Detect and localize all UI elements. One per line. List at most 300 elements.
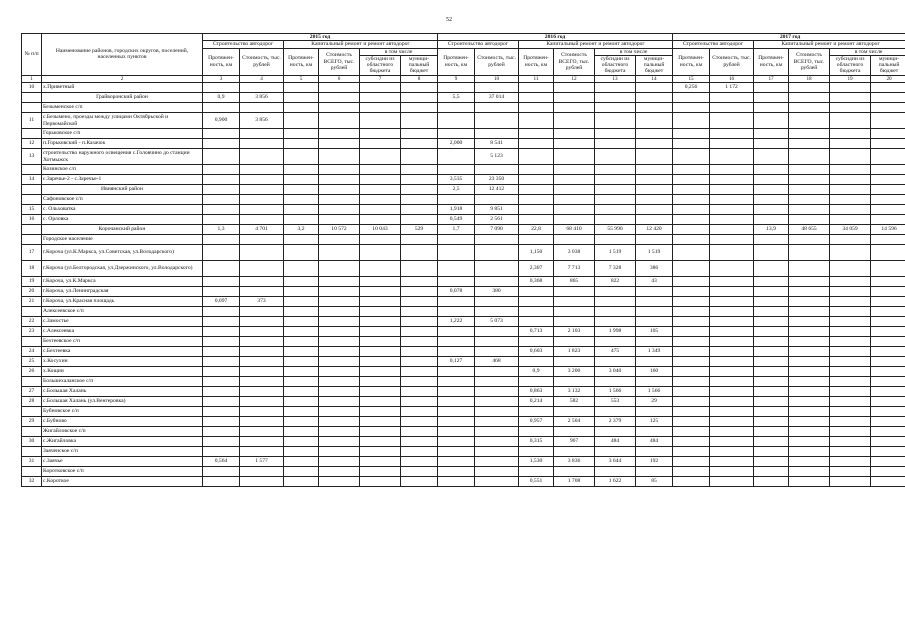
value-cell [203, 357, 240, 367]
value-cell [284, 113, 319, 129]
value-cell [475, 417, 519, 427]
value-cell [830, 149, 871, 165]
value-cell [438, 245, 475, 261]
value-cell [789, 407, 830, 417]
value-cell [360, 337, 401, 347]
settlement-row [22, 337, 905, 347]
value-cell: 68 410 [554, 225, 595, 235]
value-cell [673, 397, 710, 407]
value-cell [595, 185, 636, 195]
cost-header: Стоимость, тыс. рублей [240, 48, 284, 75]
value-cell [830, 185, 871, 195]
value-cell [673, 149, 710, 165]
value-cell [754, 437, 789, 447]
year-2017-header: 2017 год [673, 34, 905, 41]
value-cell [871, 447, 905, 457]
value-cell [401, 93, 438, 103]
value-cell [595, 447, 636, 457]
value-cell [284, 93, 319, 103]
value-cell [360, 235, 401, 245]
value-cell [319, 347, 360, 357]
item-name: п.Горьковский - п.Казачок [42, 139, 203, 149]
settlement-row [22, 195, 905, 205]
table-row [22, 397, 905, 407]
repair-header: Капитальный ремонт и ремонт автодорог [519, 41, 673, 48]
value-cell [360, 377, 401, 387]
value-cell [401, 347, 438, 357]
row-number: 27 [22, 387, 42, 397]
value-cell: 2,000 [438, 139, 475, 149]
value-cell [401, 307, 438, 317]
value-cell [636, 307, 673, 317]
value-cell [203, 235, 240, 245]
value-cell: 1 622 [595, 477, 636, 487]
value-cell [240, 277, 284, 287]
value-cell [360, 327, 401, 337]
column-index-cell: 1 [22, 75, 42, 82]
value-cell [830, 261, 871, 277]
value-cell [438, 195, 475, 205]
value-cell [673, 195, 710, 205]
value-cell [710, 93, 754, 103]
value-cell [203, 307, 240, 317]
value-cell: 12 412 [475, 185, 519, 195]
value-cell [360, 407, 401, 417]
value-cell [554, 337, 595, 347]
value-cell [360, 245, 401, 261]
value-cell: 3 200 [554, 367, 595, 377]
value-cell [595, 205, 636, 215]
value-cell: 1,918 [438, 205, 475, 215]
value-cell [438, 467, 475, 477]
row-number: 24 [22, 347, 42, 357]
table-row [22, 245, 905, 261]
value-cell [475, 83, 519, 93]
value-cell [519, 357, 554, 367]
value-cell [673, 297, 710, 307]
value-cell [438, 307, 475, 317]
value-cell: 3 856 [240, 93, 284, 103]
column-index-cell: 5 [284, 75, 319, 82]
value-cell [401, 467, 438, 477]
row-number [22, 407, 42, 417]
value-cell [830, 477, 871, 487]
value-cell [360, 261, 401, 277]
value-cell [754, 287, 789, 297]
settlement-name: Большехаланское с/п [42, 377, 203, 387]
district-name: Ивнянский район [42, 185, 203, 195]
row-number: 10 [22, 83, 42, 93]
len-header: Протяжен-ность, км [673, 48, 710, 75]
value-cell [754, 467, 789, 477]
value-cell [871, 477, 905, 487]
value-cell [871, 185, 905, 195]
value-cell [789, 327, 830, 337]
value-cell: 7 090 [475, 225, 519, 235]
value-cell: 865 [554, 277, 595, 287]
row-number [22, 195, 42, 205]
value-cell [673, 457, 710, 467]
value-cell [203, 149, 240, 165]
value-cell [519, 113, 554, 129]
value-cell [319, 93, 360, 103]
value-cell [475, 377, 519, 387]
row-number: 26 [22, 367, 42, 377]
value-cell [871, 427, 905, 437]
total-header: Стоимость ВСЕГО, тыс. рублей [554, 48, 595, 75]
value-cell [360, 103, 401, 113]
value-cell [475, 457, 519, 467]
value-cell [673, 327, 710, 337]
value-cell [754, 277, 789, 287]
value-cell: 1 823 [554, 347, 595, 357]
value-cell [319, 195, 360, 205]
value-cell [710, 417, 754, 427]
value-cell [636, 195, 673, 205]
settlement-row [22, 377, 905, 387]
value-cell [830, 93, 871, 103]
value-cell [710, 467, 754, 477]
value-cell [319, 113, 360, 129]
value-cell [360, 357, 401, 367]
value-cell [595, 467, 636, 477]
item-name: с.Короткое [42, 477, 203, 487]
value-cell [871, 113, 905, 129]
value-cell [554, 317, 595, 327]
value-cell [754, 185, 789, 195]
value-cell [240, 387, 284, 397]
value-cell [554, 307, 595, 317]
value-cell [673, 175, 710, 185]
value-cell [438, 129, 475, 139]
value-cell [319, 235, 360, 245]
row-number: 25 [22, 357, 42, 367]
value-cell [595, 215, 636, 225]
item-name: с.Большая Халань [42, 387, 203, 397]
value-cell [401, 297, 438, 307]
value-cell [636, 149, 673, 165]
value-cell [319, 175, 360, 185]
value-cell: 0,713 [519, 327, 554, 337]
value-cell [673, 347, 710, 357]
value-cell [636, 205, 673, 215]
value-cell [789, 195, 830, 205]
settlement-row [22, 447, 905, 457]
value-cell [830, 427, 871, 437]
value-cell [240, 327, 284, 337]
value-cell [438, 149, 475, 165]
value-cell [438, 457, 475, 467]
value-cell [284, 215, 319, 225]
value-cell [554, 93, 595, 103]
value-cell [871, 205, 905, 215]
value-cell: 1 577 [240, 457, 284, 467]
column-index-cell: 17 [754, 75, 789, 82]
value-cell [401, 129, 438, 139]
value-cell [240, 477, 284, 487]
value-cell [240, 447, 284, 457]
value-cell [710, 149, 754, 165]
value-cell [240, 129, 284, 139]
value-cell: 48 655 [789, 225, 830, 235]
value-cell [401, 407, 438, 417]
value-cell [830, 103, 871, 113]
value-cell [360, 427, 401, 437]
table-row [22, 149, 905, 165]
value-cell: 5 123 [475, 149, 519, 165]
value-cell: 4 701 [240, 225, 284, 235]
row-number [22, 129, 42, 139]
value-cell [360, 205, 401, 215]
value-cell [203, 397, 240, 407]
value-cell [475, 397, 519, 407]
value-cell [203, 427, 240, 437]
value-cell [438, 261, 475, 277]
col-name-header: Наименование районов, городских округов, поселений, населенных пунктов [42, 34, 203, 76]
value-cell [240, 287, 284, 297]
value-cell [636, 185, 673, 195]
value-cell [754, 175, 789, 185]
value-cell [710, 185, 754, 195]
value-cell [673, 165, 710, 175]
value-cell: 160 [636, 367, 673, 377]
value-cell [284, 297, 319, 307]
table-row [22, 175, 905, 185]
value-cell [754, 367, 789, 377]
value-cell [475, 129, 519, 139]
value-cell [754, 317, 789, 327]
value-cell [203, 347, 240, 357]
value-cell [475, 477, 519, 487]
value-cell [475, 103, 519, 113]
value-cell: 9 851 [475, 205, 519, 215]
value-cell [673, 337, 710, 347]
value-cell [319, 261, 360, 277]
value-cell [710, 367, 754, 377]
total-header: Стоимость ВСЕГО, тыс. рублей [789, 48, 830, 75]
value-cell [673, 185, 710, 195]
value-cell [475, 195, 519, 205]
item-name: с. Орловка [42, 215, 203, 225]
value-cell [401, 447, 438, 457]
value-cell [284, 397, 319, 407]
subsidy-header: субсидии из областного бюджета [830, 55, 871, 75]
value-cell: 192 [636, 457, 673, 467]
value-cell [360, 447, 401, 457]
value-cell: 967 [554, 437, 595, 447]
value-cell [240, 367, 284, 377]
item-name: с.Большая Халань (ул.Венгеровка) [42, 397, 203, 407]
value-cell [401, 235, 438, 245]
value-cell [401, 175, 438, 185]
row-number [22, 103, 42, 113]
settlement-name: Сафоновское с/п [42, 195, 203, 205]
value-cell: 380 [475, 287, 519, 297]
value-cell [554, 103, 595, 113]
settlement-row [22, 407, 905, 417]
subsidy-header: субсидии из областного бюджета [595, 55, 636, 75]
value-cell [789, 357, 830, 367]
value-cell [754, 245, 789, 261]
value-cell [871, 457, 905, 467]
value-cell [519, 407, 554, 417]
value-cell [673, 261, 710, 277]
value-cell [595, 317, 636, 327]
value-cell [319, 129, 360, 139]
row-number: 13 [22, 149, 42, 165]
column-index-cell: 9 [438, 75, 475, 82]
value-cell [284, 261, 319, 277]
value-cell: 0,078 [438, 287, 475, 297]
value-cell [789, 447, 830, 457]
value-cell [789, 185, 830, 195]
row-number: 21 [22, 297, 42, 307]
value-cell [710, 225, 754, 235]
column-index-cell: 18 [789, 75, 830, 82]
value-cell [360, 297, 401, 307]
value-cell [284, 195, 319, 205]
value-cell [754, 327, 789, 337]
value-cell [830, 367, 871, 377]
value-cell [401, 387, 438, 397]
row-number: 29 [22, 417, 42, 427]
value-cell [830, 129, 871, 139]
muni-header: муници-пальный бюджет [636, 55, 673, 75]
table-row [22, 287, 905, 297]
column-index-cell: 16 [710, 75, 754, 82]
value-cell [595, 103, 636, 113]
value-cell [710, 287, 754, 297]
value-cell [673, 467, 710, 477]
value-cell: 475 [595, 347, 636, 357]
value-cell: 23 350 [475, 175, 519, 185]
value-cell [519, 139, 554, 149]
value-cell [710, 377, 754, 387]
value-cell [710, 307, 754, 317]
value-cell [789, 467, 830, 477]
settlement-name: Заяченское с/п [42, 447, 203, 457]
value-cell [710, 245, 754, 261]
value-cell [754, 215, 789, 225]
value-cell [710, 175, 754, 185]
value-cell [360, 165, 401, 175]
value-cell [710, 317, 754, 327]
value-cell [401, 185, 438, 195]
value-cell [284, 367, 319, 377]
value-cell [438, 427, 475, 437]
total-header: Стоимость ВСЕГО, тыс. рублей [319, 48, 360, 75]
value-cell [754, 235, 789, 245]
value-cell [360, 457, 401, 467]
column-index-cell: 3 [203, 75, 240, 82]
value-cell [871, 165, 905, 175]
value-cell [554, 287, 595, 297]
value-cell [240, 245, 284, 261]
value-cell [754, 357, 789, 367]
value-cell [754, 447, 789, 457]
value-cell [636, 427, 673, 437]
value-cell [319, 447, 360, 457]
value-cell [284, 417, 319, 427]
column-index-cell: 14 [636, 75, 673, 82]
value-cell: 0,564 [203, 457, 240, 467]
value-cell [789, 417, 830, 427]
value-cell [240, 149, 284, 165]
value-cell [595, 83, 636, 93]
value-cell [673, 417, 710, 427]
value-cell [636, 83, 673, 93]
value-cell [360, 417, 401, 427]
district-row [22, 225, 905, 235]
value-cell [438, 327, 475, 337]
value-cell [871, 357, 905, 367]
value-cell [595, 287, 636, 297]
value-cell [554, 235, 595, 245]
row-number: 32 [22, 477, 42, 487]
value-cell [319, 165, 360, 175]
value-cell [871, 367, 905, 377]
value-cell [401, 337, 438, 347]
settlement-name: Городское население [42, 235, 203, 245]
value-cell [438, 477, 475, 487]
value-cell [284, 327, 319, 337]
value-cell [754, 337, 789, 347]
value-cell [830, 387, 871, 397]
value-cell [319, 307, 360, 317]
value-cell [710, 407, 754, 417]
value-cell [871, 337, 905, 347]
value-cell [554, 215, 595, 225]
table-row [22, 347, 905, 357]
row-number [22, 185, 42, 195]
column-index-cell: 15 [673, 75, 710, 82]
value-cell [636, 467, 673, 477]
value-cell [240, 261, 284, 277]
value-cell [438, 407, 475, 417]
value-cell [554, 129, 595, 139]
len-header: Протяжен-ность, км [519, 48, 554, 75]
value-cell [438, 377, 475, 387]
value-cell [240, 397, 284, 407]
value-cell [871, 417, 905, 427]
value-cell [319, 185, 360, 195]
table-row [22, 357, 905, 367]
value-cell: 7 713 [554, 261, 595, 277]
item-name: строительство наружного освещения с.Головчино до станции Хотмыжск [42, 149, 203, 165]
value-cell [319, 387, 360, 397]
value-cell: 0,368 [519, 277, 554, 287]
value-cell [319, 397, 360, 407]
table-row [22, 277, 905, 287]
value-cell [636, 139, 673, 149]
value-cell [871, 93, 905, 103]
row-number: 28 [22, 397, 42, 407]
value-cell [871, 347, 905, 357]
value-cell [830, 407, 871, 417]
value-cell [360, 149, 401, 165]
value-cell [401, 367, 438, 377]
item-name: с.Безымено, проезды между улицами Октябрьской и Первомайской [42, 113, 203, 129]
value-cell [595, 407, 636, 417]
value-cell: 2,5 [438, 185, 475, 195]
len-header: Протяжен-ность, км [754, 48, 789, 75]
row-number: 12 [22, 139, 42, 149]
subsidy-header: субсидии из областного бюджета [360, 55, 401, 75]
value-cell: 2,307 [519, 261, 554, 277]
row-number [22, 165, 42, 175]
settlement-name: Жигайловское с/п [42, 427, 203, 437]
value-cell [754, 113, 789, 129]
